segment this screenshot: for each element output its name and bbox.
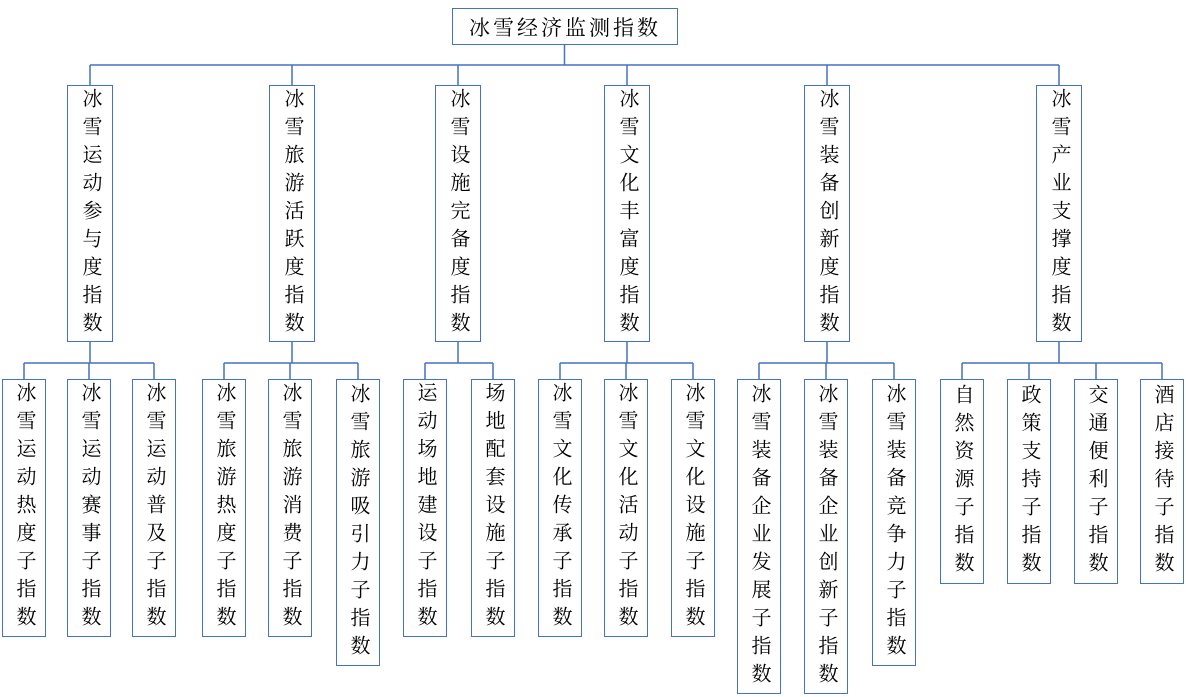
branch-industry-support-index: 冰雪产业支撑度指数 — [1036, 85, 1082, 342]
child-sports-heat-subindex: 冰雪运动热度子指数 — [2, 379, 46, 637]
child-sports-events-subindex: 冰雪运动赛事子指数 — [67, 379, 111, 637]
branch-culture-richness-index: 冰雪文化丰富度指数 — [604, 85, 650, 342]
branch-tourism-activity-index: 冰雪旅游活跃度指数 — [269, 85, 315, 342]
child-culture-activities-subindex: 冰雪文化活动子指数 — [604, 379, 648, 637]
child-equipment-enterprise-innovation-subindex: 冰雪装备企业创新子指数 — [804, 379, 848, 694]
child-transport-convenience-subindex: 交通便利子指数 — [1074, 379, 1118, 584]
branch-sports-participation-index: 冰雪运动参与度指数 — [67, 85, 113, 342]
child-sports-popularization-subindex: 冰雪运动普及子指数 — [132, 379, 176, 637]
child-tourism-consumption-subindex: 冰雪旅游消费子指数 — [268, 379, 312, 637]
child-culture-heritage-subindex: 冰雪文化传承子指数 — [538, 379, 582, 637]
child-culture-facilities-subindex: 冰雪文化设施子指数 — [671, 379, 715, 637]
child-policy-support-subindex: 政策支持子指数 — [1007, 379, 1051, 584]
child-tourism-heat-subindex: 冰雪旅游热度子指数 — [202, 379, 246, 637]
child-tourism-attraction-subindex: 冰雪旅游吸引力子指数 — [336, 379, 380, 666]
child-hotel-reception-subindex: 酒店接待子指数 — [1140, 379, 1184, 584]
child-venue-facilities-subindex: 场地配套设施子指数 — [471, 379, 515, 637]
tree-connector-path — [24, 45, 1162, 379]
branch-equipment-innovation-index: 冰雪装备创新度指数 — [804, 85, 850, 342]
child-natural-resources-subindex: 自然资源子指数 — [940, 379, 984, 584]
child-equipment-competitiveness-subindex: 冰雪装备竞争力子指数 — [872, 379, 916, 666]
root-node-monitoring-index: 冰雪经济监测指数 — [452, 8, 678, 45]
branch-facilities-completeness-index: 冰雪设施完备度指数 — [435, 85, 481, 342]
child-equipment-enterprise-development-subindex: 冰雪装备企业发展子指数 — [737, 379, 781, 694]
child-venue-construction-subindex: 运动场地建设子指数 — [403, 379, 447, 637]
